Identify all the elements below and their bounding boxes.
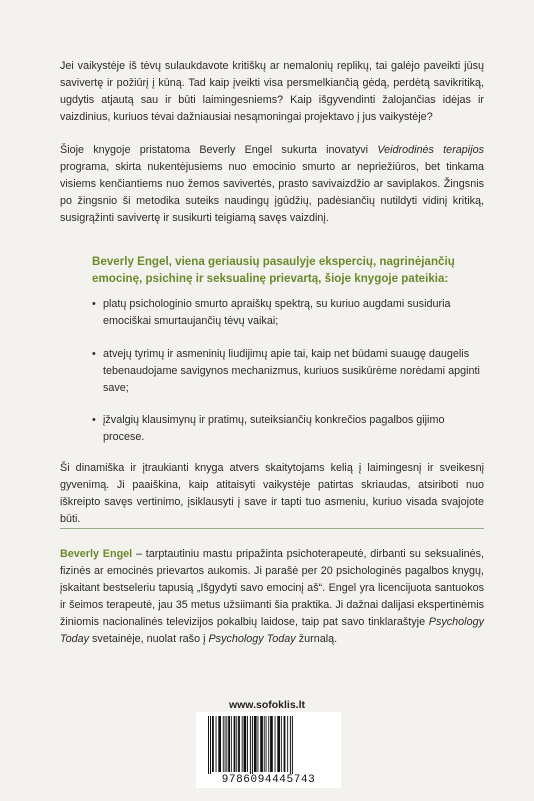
- author-bio: [60, 546, 484, 647]
- publisher-url: www.sofoklis.lt: [228, 699, 306, 711]
- barcode-bar: [290, 716, 291, 774]
- barcode-bar: [260, 716, 263, 772]
- barcode-bar: [226, 716, 227, 772]
- section-divider: [60, 528, 484, 529]
- barcode-bar: [268, 716, 269, 772]
- barcode-bar: [254, 716, 257, 772]
- barcode-bar: [236, 716, 237, 772]
- barcode-bar: [277, 716, 280, 772]
- barcode-bar: [231, 716, 232, 772]
- barcode-bars: [206, 716, 331, 774]
- intro-p2-start: Šioje knygoje pristatoma Beverly Engel sukurta inovatyvi: [60, 144, 378, 156]
- intro-p2-end: programa, skirta nukentėjusiems nuo emocinio smurto ar nepriežiūros, bet tinkama visiems kenčiantiems nuo žemos savivertės, prasto savivaizdžio ar saviplakos. Žingsnis po žingsnio ši metodika suteiks naudingų įgūdžių, padėsiančių nutildyti vidinį kritiką, susigrąžinti savivertę ir susikurti teigiamą savęs vaizdinį.: [60, 160, 484, 224]
- feature-headline: Beverly Engel, viena geriausių pasaulyje ekspercių, nagrinėjančių emocinę, psichinę ir seksualinę prievartą, šioje knygoje pateikia:: [92, 255, 455, 285]
- bullet-marker: •: [92, 414, 96, 426]
- barcode-bar: [238, 716, 240, 772]
- author-bio-text-3: žurnalą.: [295, 632, 338, 645]
- author-bio-text-2: svetainėje, nuolat rašo į: [89, 632, 209, 645]
- intro-paragraph-1: Jei vaikystėje iš tėvų sulaukdavote kritiškų ar nemalonių replikų, tai galėjo paveikti jūsų savivertę ir požiūrį į kūną. Tad kaip įveikti visa persmelkiančią gėdą, perdėtą savikritiką, ugdytis atjautą sau ir būti laimingesniems? Kaip išgyvendinti žalojančias idėjas ir vaizdinius, kuriuos tėvai dažniausiai nesąmoningai projektavo į jus vaikystėje?: [60, 60, 484, 123]
- bullet-text: atvejų tyrimų ir asmeninių liudijimų apie tai, kaip net būdami suaugę daugelis tebenaudojame savigynos mechanizmus, kuriuos susikūrėme norėdami apginti save;: [103, 348, 480, 394]
- barcode-bar: [218, 716, 221, 772]
- barcode-bar: [250, 716, 251, 774]
- barcode-bar: [284, 716, 286, 772]
- program-name: Veidrodinės terapijos: [377, 144, 484, 156]
- barcode-bar: [234, 716, 236, 772]
- barcode-bar: [275, 716, 276, 772]
- bullet-text: įžvalgių klausimynų ir pratimų, suteiksiančių konkrečios pagalbos gijimo procese.: [103, 414, 445, 443]
- barcode-bar: [223, 716, 224, 772]
- isbn-barcode: [196, 712, 341, 788]
- barcode-bar: [266, 716, 267, 772]
- bullet-marker: •: [92, 298, 96, 310]
- barcode-bar: [208, 716, 209, 774]
- publication-name: Psychology Today: [208, 632, 296, 645]
- bullet-item-1: [92, 296, 484, 330]
- barcode-bar: [212, 716, 214, 772]
- bullet-item-3: [92, 412, 484, 446]
- bullet-marker: •: [92, 348, 96, 360]
- barcode-bar: [228, 716, 230, 772]
- barcode-bar: [216, 716, 217, 772]
- barcode-bar: [244, 716, 247, 772]
- intro-paragraph-2: [60, 142, 484, 227]
- barcode-bar: [292, 716, 293, 774]
- author-name: Beverly Engel: [60, 548, 133, 560]
- barcode-bar: [242, 716, 243, 772]
- bullet-item-2: [92, 346, 484, 397]
- barcode-bar: [210, 716, 211, 774]
- author-bio-text-1: – tarptautiniu mastu pripažinta psichoterapeutė, dirbanti su seksualinės, fizinės ar emocinės prievartos aukomis. Ji parašė per 20 psichologinės pagalbos knygų, įskaitant bestseleriu tapusią „Išgydyti savo emocinį aš“. Engel yra licencijuota santuokos ir šeimos terapeutė, jau 35 metus užsiimanti šia praktika. Ji dažnai dalijasi ekspertinėmis žiniomis nacionalinės televizijos pokalbių laidose, taip pat savo tinklaraštyje: [60, 548, 484, 628]
- barcode-bar: [258, 716, 259, 772]
- barcode-bar: [225, 716, 226, 772]
- isbn-number: 9786094445743: [221, 774, 316, 786]
- closing-paragraph: Ši dinamiška ir įtraukianti knyga atvers skaitytojams kelią į laimingesnį ir sveikesnį gyvenimą. Ji paaiškina, kaip atitaisyti vaikystėje patirtas skriaudas, atsiriboti nuo iškreipto savęs vertinimo, įsiklausyti į save ir tapti tuo asmeniu, kuriuo visada svajojote būti.: [60, 462, 484, 525]
- barcode-bar: [264, 716, 265, 772]
- publication-name: Psychology Today: [60, 615, 484, 645]
- barcode-bar: [287, 716, 288, 772]
- barcode-bar: [252, 716, 253, 774]
- barcode-bar: [281, 716, 282, 772]
- barcode-bar: [247, 716, 248, 772]
- bullet-text: platų psichologinio smurto apraiškų spektrą, su kuriuo augdami susiduria emociškai smurtaujančių tėvų vaikai;: [103, 298, 451, 327]
- barcode-bar: [270, 716, 273, 772]
